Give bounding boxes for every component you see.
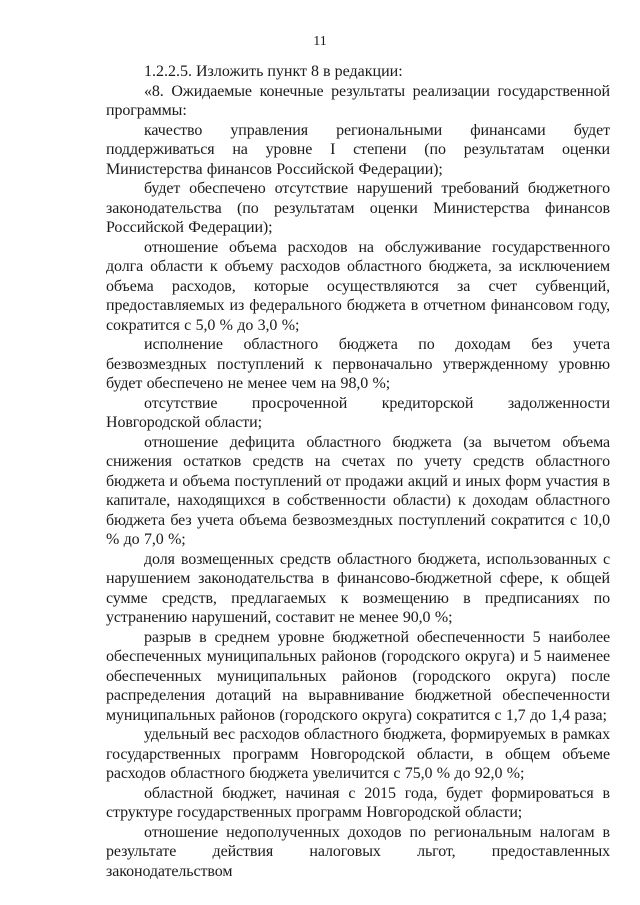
paragraph-item: отношение недополученных доходов по региональным налогам в результате действия налоговых льгот, предоставленных законодательством	[106, 823, 610, 880]
paragraph-item: отношение дефицита областного бюджета (за вычетом объема снижения остатков средств на счетах по учету средств областного бюджета и объема поступлений от продажи акций и иных форм участия в капитале, находящихся в собственности области) к доходам областного бюджета без учета объема безвозмездных поступлений сократится с 10,0 % до 7,0 %;	[106, 433, 610, 548]
paragraph-item: исполнение областного бюджета по доходам без учета безвозмездных поступлений к первоначально утвержденному уровню будет обеспечено не менее чем на 98,0 %;	[106, 336, 610, 392]
paragraph-item: областной бюджет, начиная с 2015 года, будет формироваться в структуре государственных программ Новгородской области;	[106, 784, 610, 821]
paragraph-item: будет обеспечено отсутствие нарушений требований бюджетного законодательства (по результатам оценки Министерства финансов Российской Федерации);	[106, 180, 610, 236]
page-number: 11	[313, 34, 327, 49]
paragraph-item: отношение объема расходов на обслуживание государственного долга области к объему расходов областного бюджета, за исключением объема расходов, которые осуществляются за счет субвенций, предоставляемых из федерального бюджета в отчетном финансовом году, сократится с 5,0 % до 3,0 %;	[106, 238, 610, 334]
paragraph-item: удельный вес расходов областного бюджета, формируемых в рамках государственных программ Новгородской области, в общем объеме расходов областного бюджета увеличится с 75,0 % до 92,0 %;	[106, 726, 610, 782]
paragraph-item: отсутствие просроченной кредиторской задолженности Новгородской области;	[106, 394, 610, 431]
paragraph-item: разрыв в среднем уровне бюджетной обеспеченности 5 наиболее обеспеченных муниципальных районов (городского округа) и 5 наименее обеспеченных муниципальных районов (городского округа) после распределения дотаций на выравнивание бюджетной обеспеченности муниципальных районов (городского округа) сократится с 1,7 до 1,4 раза;	[106, 628, 610, 724]
paragraph-intro: «8. Ожидаемые конечные результаты реализации государственной программы:	[106, 82, 610, 119]
paragraph-item: доля возмещенных средств областного бюджета, использованных с нарушением законодательства в финансово-бюджетной сфере, к общей сумме средств, предлагаемых к возмещению в предписаниях по устранению нарушений, составит не менее 90,0 %;	[106, 550, 610, 626]
section-heading: 1.2.2.5. Изложить пункт 8 в редакции:	[144, 63, 403, 80]
document-body	[106, 62, 610, 881]
paragraph-item: качество управления региональными финансами будет поддерживаться на уровне I степени (по результатам оценки Министерства финансов Российской Федерации);	[106, 121, 610, 178]
